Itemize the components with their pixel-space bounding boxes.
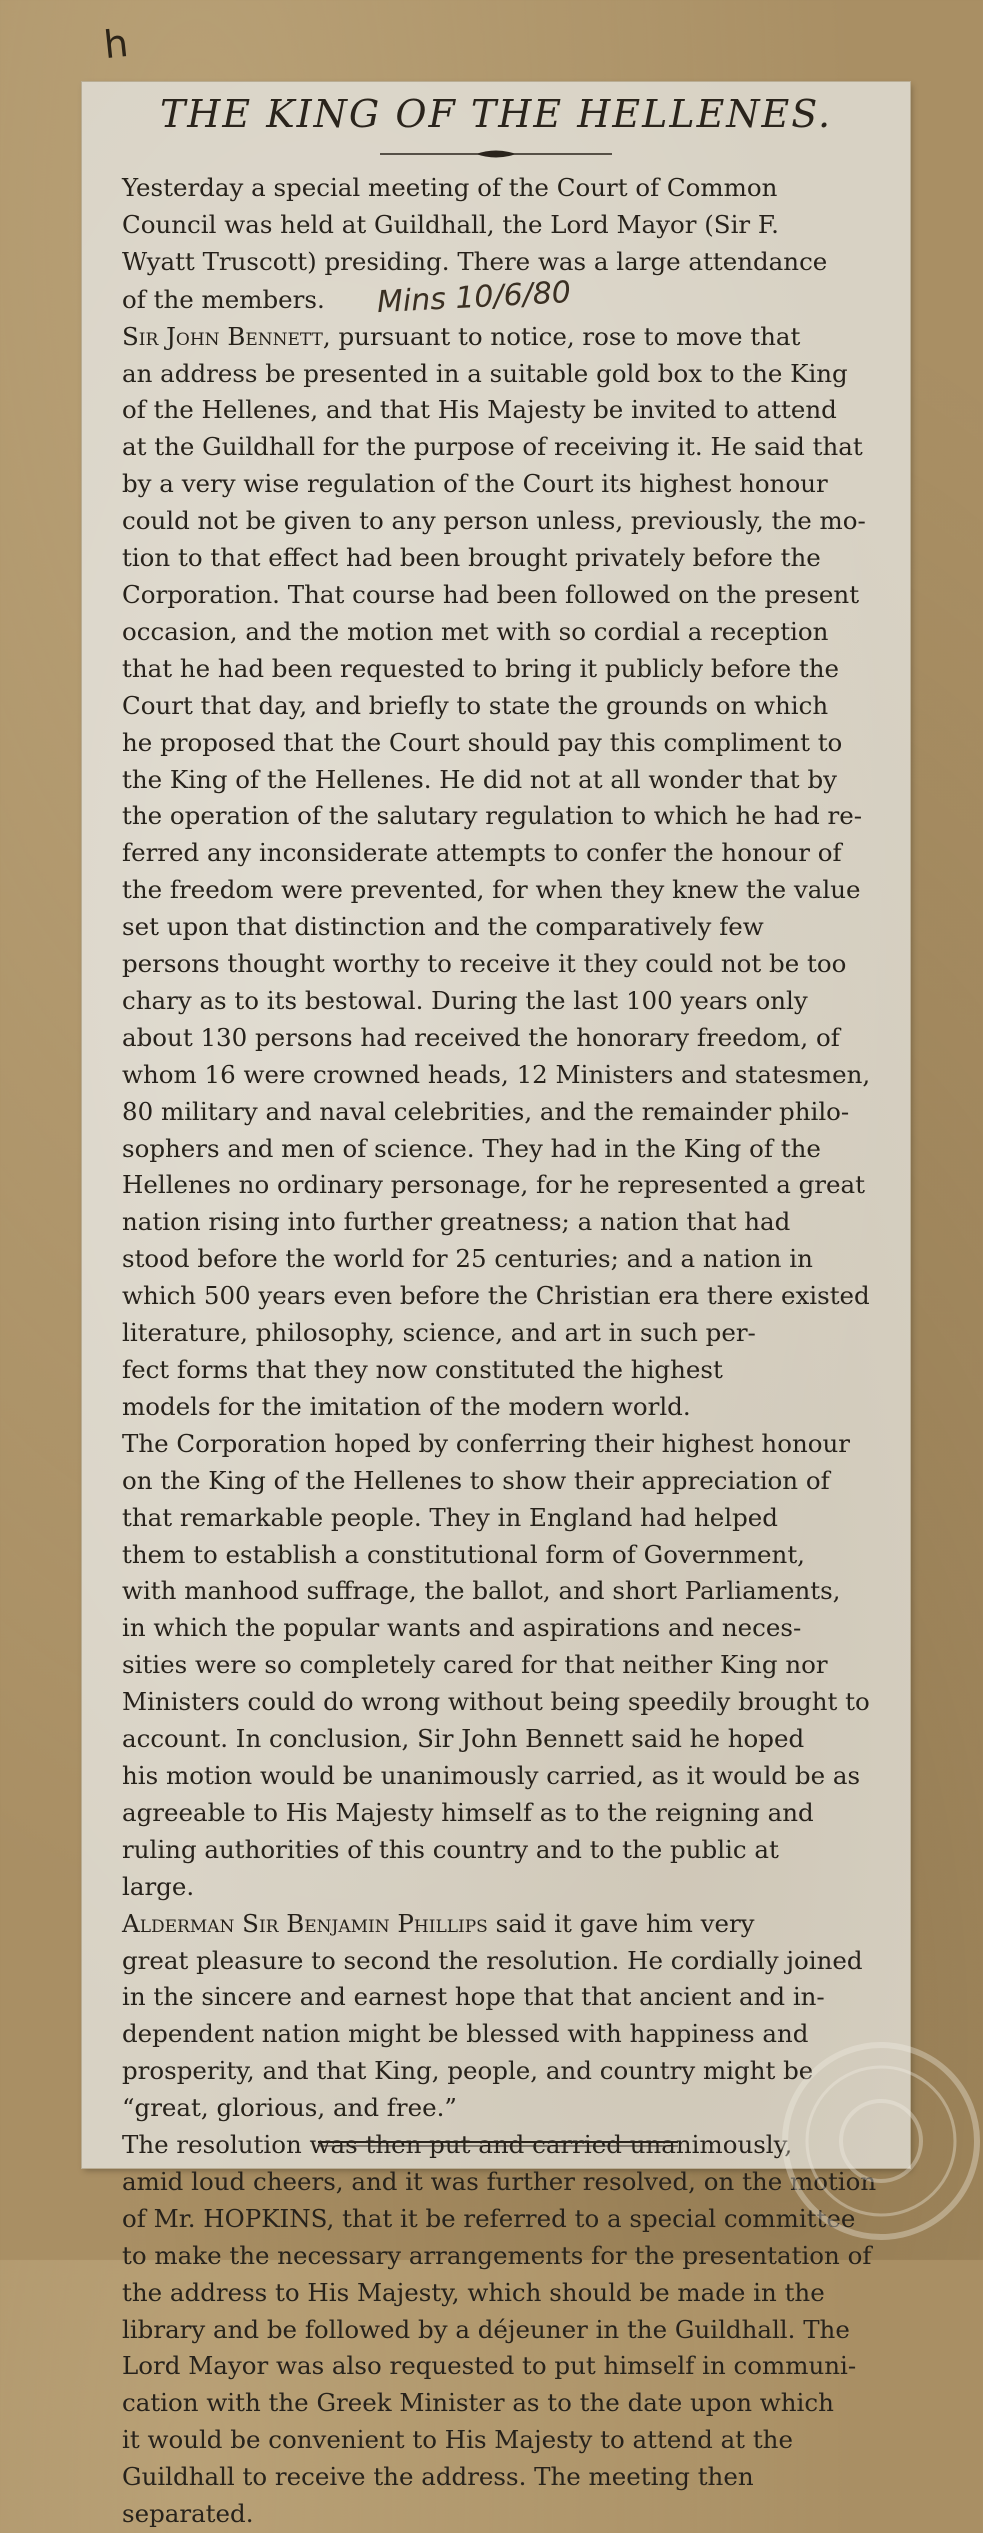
text-line	[88, 1057, 900, 1094]
text-line-content: chary as to its bestowal. During the last 100 years only	[122, 985, 808, 1015]
text-line-content: separated.	[122, 2499, 254, 2529]
text-line-content: ruling authorities of this country and to the public at	[122, 1834, 779, 1864]
text-line	[88, 1315, 900, 1352]
text-line-content: large.	[122, 1871, 195, 1901]
text-line-content: cation with the Greek Minister as to the date upon which	[122, 2388, 834, 2418]
text-line	[88, 1943, 900, 1980]
text-line-content: sities were so completely cared for that neither King nor	[122, 1650, 828, 1680]
newspaper-clipping	[82, 82, 910, 2529]
text-line	[88, 1500, 900, 1537]
text-line-content: which 500 years even before the Christian era there existed	[122, 1281, 870, 1311]
text-line	[88, 2459, 900, 2496]
library-stamp-seal	[776, 2036, 983, 2246]
text-line	[88, 1721, 900, 1758]
text-line	[88, 725, 900, 762]
text-line-content: amid loud cheers, and it was further resolved, on the motion	[122, 2166, 877, 2196]
text-line: Yesterday a special meeting of the Court of Common	[122, 173, 778, 202]
text-line-content: Corporation. That course had been followed on the present	[122, 579, 860, 609]
text-line-content: by a very wise regulation of the Court its highest honour	[122, 469, 828, 499]
article-title: THE KING OF THE HELLENES.	[159, 92, 833, 136]
text-line-content: with manhood suffrage, the ballot, and short Parliaments,	[122, 1576, 841, 1606]
text-line	[88, 2385, 900, 2422]
text-line	[88, 429, 900, 466]
text-line-content: sophers and men of science. They had in the King of the	[122, 1133, 821, 1163]
text-line	[88, 2422, 900, 2459]
text-line	[88, 2312, 900, 2349]
text-line	[88, 1795, 900, 1832]
text-line-content: stood before the world for 25 centuries; and a nation in	[122, 1244, 813, 1274]
text-line	[88, 1758, 900, 1795]
text-line	[88, 798, 900, 835]
text-line-content: about 130 persons had received the honorary freedom, of	[122, 1022, 840, 1052]
text-line-content: account. In conclusion, Sir John Bennett said he hoped	[122, 1724, 805, 1754]
text-line	[88, 356, 900, 393]
text-line-content: he proposed that the Court should pay this compliment to	[122, 727, 843, 757]
text-line	[88, 2496, 900, 2533]
text-line	[88, 762, 900, 799]
text-line	[88, 503, 900, 540]
text-line-content: nation rising into further greatness; a nation that had	[122, 1207, 791, 1237]
text-line	[88, 577, 900, 614]
text-line	[88, 1869, 900, 1906]
text-line	[88, 466, 900, 503]
text-line	[88, 872, 900, 909]
text-line-content: of the members.	[122, 284, 325, 314]
text-line	[88, 1167, 900, 1204]
text-line	[88, 1020, 900, 1057]
text-line-content: to make the necessary arrangements for the presentation of	[122, 2240, 872, 2270]
text-line-content: Hellenes no ordinary personage, for he represented a great	[122, 1170, 865, 1200]
text-line-content: in the sincere and earnest hope that that ancient and in-	[122, 1982, 825, 2012]
text-line-content: library and be followed by a déjeuner in the Guildhall. The	[122, 2314, 850, 2344]
text-line-content: of Mr. HOPKINS, that it be referred to a special committee	[122, 2203, 856, 2233]
text-line	[88, 835, 900, 872]
text-line-content: his motion would be unanimously carried, as it would be as	[122, 1760, 861, 1790]
text-line-content: persons thought worthy to receive it they could not be too	[122, 949, 847, 979]
text-line-content: The Corporation hoped by conferring their highest honour	[122, 1428, 850, 1458]
text-line	[88, 983, 900, 1020]
text-line-content: on the King of the Hellenes to show their appreciation of	[122, 1465, 830, 1495]
text-line-content: that remarkable people. They in England had helped	[122, 1502, 778, 1532]
text-line	[88, 614, 900, 651]
text-line-content: whom 16 were crowned heads, 12 Ministers and statesmen,	[122, 1059, 871, 1089]
text-line	[88, 1537, 900, 1574]
text-line	[88, 1094, 900, 1131]
paragraph-opening	[88, 170, 900, 319]
title-ornament-rule	[380, 148, 612, 160]
text-line-content: the King of the Hellenes. He did not at all wonder that by	[122, 764, 837, 794]
text-line	[88, 392, 900, 429]
text-line	[88, 1647, 900, 1684]
page-mark: h	[101, 20, 131, 68]
text-line	[88, 1573, 900, 1610]
text-line-content: them to establish a constitutional form of Government,	[122, 1539, 805, 1569]
text-line-content: models for the imitation of the modern world.	[122, 1391, 691, 1421]
text-line-content: in which the popular wants and aspirations and neces-	[122, 1613, 802, 1643]
text-line	[88, 1906, 900, 1943]
text-line	[88, 1389, 900, 1426]
speaker-name: Alderman Sir Benjamin Phillips	[122, 1908, 488, 1938]
text-line-content: prosperity, and that King, people, and country might be	[122, 2056, 814, 2086]
text-line-content: tion to that effect had been brought privately before the	[122, 543, 821, 573]
text-line-content: occasion, and the motion met with so cordial a reception	[122, 616, 829, 646]
text-line-content: , pursuant to notice, rose to move that	[322, 321, 801, 351]
text-line	[88, 2275, 900, 2312]
text-line-content: ferred any inconsiderate attempts to confer the honour of	[122, 838, 842, 868]
text-line-content: great pleasure to second the resolution. He cordially joined	[122, 1945, 863, 1975]
text-line-content: Ministers could do wrong without being speedily brought to	[122, 1687, 870, 1717]
text-line-content: literature, philosophy, science, and art in such per-	[122, 1318, 756, 1348]
text-line-content: the freedom were prevented, for when they knew the value	[122, 875, 861, 905]
text-line: Council was held at Guildhall, the Lord Mayor (Sir F.	[122, 209, 779, 239]
text-line	[88, 688, 900, 725]
text-line	[88, 909, 900, 946]
text-line	[88, 1204, 900, 1241]
text-line	[88, 319, 900, 356]
text-line-content: of the Hellenes, and that His Majesty be invited to attend	[122, 395, 837, 425]
text-line-content: it would be convenient to His Majesty to attend at the	[122, 2425, 793, 2455]
text-line-content: “great, glorious, and free.”	[122, 2093, 457, 2123]
end-double-rule	[318, 2140, 678, 2148]
text-line	[88, 946, 900, 983]
text-line-content: said it gave him very	[487, 1908, 755, 1938]
text-line	[88, 1684, 900, 1721]
text-line-content: at the Guildhall for the purpose of receiving it. He said that	[122, 432, 863, 462]
text-line	[88, 1610, 900, 1647]
text-line	[88, 1131, 900, 1168]
text-line-content: agreeable to His Majesty himself as to the reigning and	[122, 1797, 814, 1827]
paragraph-bennett	[88, 319, 900, 1906]
text-line: Wyatt Truscott) presiding. There was a large attendance	[122, 246, 828, 276]
text-line	[88, 651, 900, 688]
speaker-name: Sir John Bennett	[122, 321, 323, 351]
text-line-content: Lord Mayor was also requested to put himself in communi-	[122, 2351, 857, 2381]
text-line-content: could not be given to any person unless, previously, the mo-	[122, 506, 866, 536]
text-line-content: Court that day, and briefly to state the grounds on which	[122, 690, 829, 720]
text-line-content: that he had been requested to bring it publicly before the	[122, 653, 840, 683]
text-line-content: fect forms that they now constituted the highest	[122, 1355, 723, 1384]
text-line	[88, 1832, 900, 1869]
text-line-content: an address be presented in a suitable gold box to the King	[122, 358, 848, 388]
text-line	[88, 274, 900, 320]
text-line	[88, 2348, 900, 2385]
text-line-content: the operation of the salutary regulation to which he had re-	[122, 801, 863, 831]
text-line-content: dependent nation might be blessed with happiness and	[122, 2019, 809, 2049]
text-line-content: 80 military and naval celebrities, and the remainder philo-	[122, 1096, 850, 1126]
handwritten-date: Mins 10/6/80	[375, 274, 572, 320]
text-line-content: The resolution was then put and carried unanimously,	[122, 2130, 793, 2160]
text-line-content: the address to His Majesty, which should be made in the	[122, 2277, 825, 2307]
text-line	[88, 1979, 900, 2016]
text-line	[88, 540, 900, 577]
text-line-content: Guildhall to receive the address. The meeting then	[122, 2462, 754, 2492]
text-line	[88, 1241, 900, 1278]
text-line	[88, 1352, 900, 1389]
text-line-content: set upon that distinction and the comparatively few	[122, 912, 764, 942]
text-line	[88, 1426, 900, 1463]
text-line	[88, 1278, 900, 1315]
text-line	[88, 1463, 900, 1500]
